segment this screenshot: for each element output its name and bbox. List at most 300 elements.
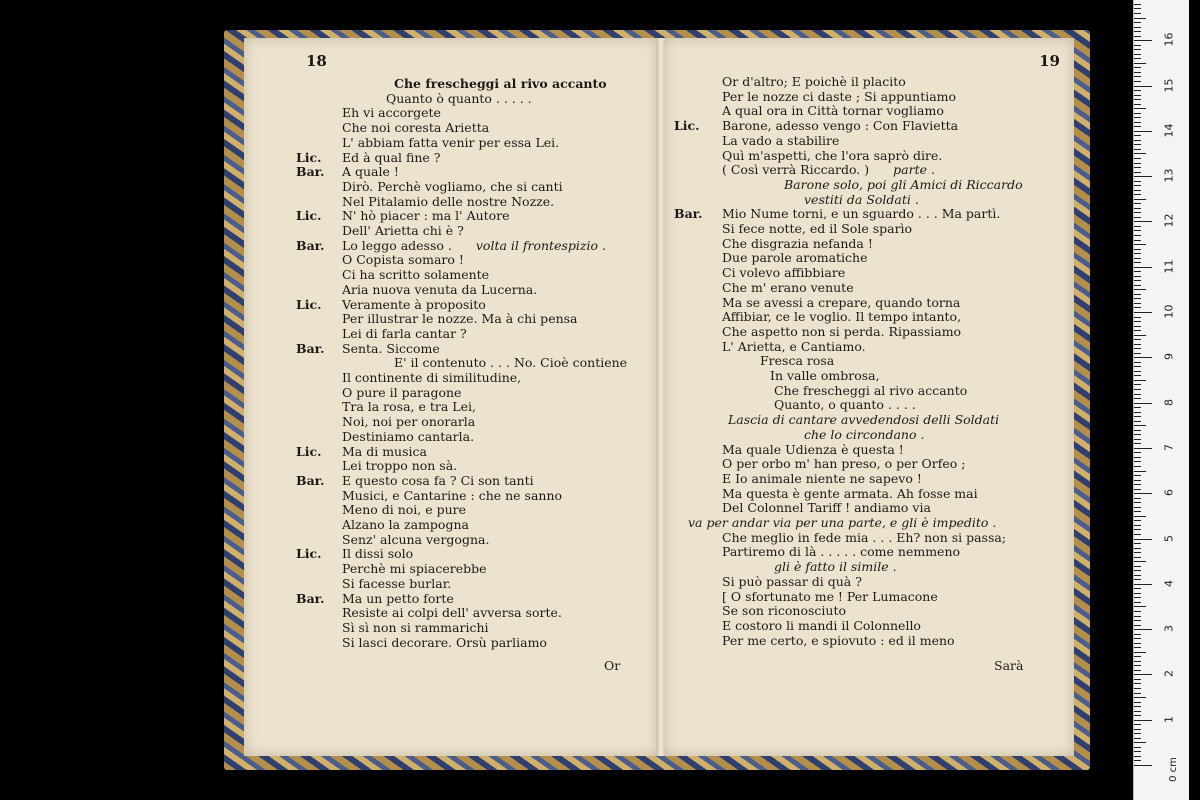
ruler-tick [1134, 656, 1141, 657]
ruler-number: 1 [1162, 715, 1176, 723]
text-line [342, 591, 454, 606]
verse-text: Destiniamo cantarla. [342, 428, 475, 444]
ruler-tick [1134, 362, 1141, 363]
verse-text: Del Colonnel Tariff ! andiamo via [722, 500, 931, 516]
text-line [342, 267, 489, 282]
verse-text: Fresca rosa [760, 353, 835, 369]
verse-text: Che m' erano venute [722, 279, 854, 295]
verse-text: Affibiar, ce le voglio. Il tempo intanto, [722, 309, 962, 325]
speaker-label: Lic. [296, 208, 322, 224]
speaker-label: Bar. [674, 206, 703, 222]
ruler-tick [1134, 520, 1141, 521]
ruler-tick [1134, 371, 1141, 372]
ruler-tick [1134, 317, 1141, 318]
ruler-tick [1134, 724, 1141, 725]
ruler-tick [1134, 480, 1141, 481]
ruler-tick [1134, 434, 1141, 435]
verse-text: O Copista somaro ! [342, 252, 464, 268]
verse-text: Resiste ai colpi dell' avversa sorte. [342, 605, 562, 621]
ruler-tick [1134, 448, 1152, 449]
text-line [722, 162, 935, 177]
text-line [342, 311, 578, 326]
ruler-tick [1134, 67, 1141, 68]
ruler-tick [1134, 733, 1141, 734]
ruler-tick [1134, 384, 1141, 385]
ruler-tick [1134, 561, 1146, 562]
verse-text: Dirò. Perchè vogliamo, che si canti [342, 178, 563, 194]
ruler-tick [1134, 452, 1141, 453]
text-line [342, 502, 466, 517]
ruler-tick [1134, 8, 1141, 9]
ruler-tick [1134, 276, 1141, 277]
ruler-tick [1134, 471, 1146, 472]
verse-text: Per illustrar le nozze. Ma à chi pensa [342, 311, 578, 327]
ruler-tick [1134, 208, 1141, 209]
ruler-tick [1134, 212, 1141, 213]
ruler-tick [1134, 443, 1141, 444]
ruler-tick [1134, 661, 1141, 662]
ruler-number: 6 [1162, 489, 1176, 497]
ruler-tick [1134, 18, 1146, 19]
text-line [770, 368, 880, 383]
ruler-tick [1134, 711, 1141, 712]
page-number-left: 18 [306, 52, 327, 70]
verse-text: Si può passar di quà ? [722, 573, 862, 589]
ruler-tick [1134, 679, 1141, 680]
ruler-tick [1134, 484, 1141, 485]
catchword-left: Or [604, 658, 621, 673]
ruler-tick [1134, 307, 1141, 308]
verse-text: Il continente di similitudine, [342, 370, 522, 385]
text-line [342, 546, 413, 561]
ruler-number: 14 [1162, 123, 1176, 138]
ruler-tick [1134, 697, 1146, 698]
ruler-tick [1134, 511, 1141, 512]
ruler-tick [1134, 394, 1141, 395]
ruler-tick [1134, 194, 1141, 195]
text-line [728, 412, 999, 427]
verse-text: Dell' Arietta chi è ? [342, 223, 464, 238]
text-line [342, 429, 474, 444]
left-page [244, 38, 658, 756]
ruler-tick [1134, 54, 1141, 55]
verse-text: Perchè mi spiacerebbe [342, 561, 487, 577]
verse-text: E questo cosa fa ? Ci son tanti [342, 472, 534, 488]
ruler-tick [1134, 380, 1146, 381]
ruler-tick [1134, 611, 1141, 612]
verse-text: E costoro li mandi il Colonnello [722, 617, 921, 633]
verse-text: Che frescheggi al rivo accanto [394, 76, 607, 91]
ruler-tick [1134, 629, 1152, 630]
ruler-tick [1134, 149, 1141, 150]
verse-text: O pure il paragone [342, 384, 462, 400]
verse-text: Lo leggo adesso . [342, 237, 452, 253]
text-line [342, 635, 547, 650]
verse-text: O per orbo m' han preso, o per Orfeo ; [722, 456, 966, 472]
ruler-tick [1134, 665, 1141, 666]
ruler-tick [1134, 625, 1141, 626]
verse-text: E' il contenuto . . . No. Cioè contiene [394, 355, 628, 371]
ruler-tick [1134, 185, 1141, 186]
text-line [342, 341, 440, 356]
ruler-number: 13 [1162, 168, 1176, 183]
text-line [342, 238, 606, 253]
ruler-tick [1134, 95, 1141, 96]
ruler-tick [1134, 688, 1141, 689]
verse-text: Or d'altro; E poichè il placito [722, 74, 906, 89]
verse-text: Tra la rosa, e tra Lei, [342, 399, 476, 415]
ruler-tick [1134, 280, 1141, 281]
verse-text: Aria nuova venuta da Lucerna. [342, 281, 538, 297]
ruler-tick [1134, 63, 1146, 64]
ruler-tick [1134, 693, 1141, 694]
ruler-tick [1134, 235, 1141, 236]
verse-text: Due parole aromatiche [722, 250, 868, 266]
text-line [722, 103, 944, 118]
ruler-tick [1134, 217, 1141, 218]
ruler-tick [1134, 258, 1141, 259]
ruler-tick [1134, 113, 1141, 114]
ruler-tick [1134, 720, 1152, 721]
book-cover [224, 30, 1090, 770]
ruler-tick [1134, 244, 1146, 245]
ruler-tick [1134, 267, 1152, 268]
text-line [342, 561, 487, 576]
speaker-label: Lic. [296, 296, 322, 312]
text-line [722, 574, 862, 589]
text-line [342, 297, 486, 312]
text-line [342, 444, 427, 459]
ruler-tick [1134, 303, 1141, 304]
text-line [784, 177, 1023, 192]
ruler-tick [1134, 81, 1141, 82]
verse-text: L' Arietta, e Cantiamo. [722, 338, 866, 354]
text-line [722, 89, 956, 104]
text-line [342, 150, 440, 165]
ruler-tick [1134, 403, 1152, 404]
ruler-tick [1134, 502, 1141, 503]
text-line [722, 530, 1006, 545]
ruler-tick [1134, 72, 1141, 73]
text-line [804, 427, 924, 442]
ruler-tick [1134, 76, 1141, 77]
text-line [342, 473, 534, 488]
verse-text: E Io animale niente ne sapevo ! [722, 470, 922, 486]
text-line [722, 280, 854, 295]
ruler-tick [1134, 27, 1141, 28]
speaker-label: Bar. [296, 164, 325, 180]
ruler-tick [1134, 153, 1146, 154]
verse-text: A qual ora in Città tornar vogliamo [722, 103, 944, 119]
text-line [386, 91, 532, 106]
ruler-tick [1134, 86, 1152, 87]
verse-text: Se son riconosciuto [722, 603, 846, 619]
ruler-number: 16 [1162, 32, 1176, 47]
verse-text: Quanto, o quanto . . . . [774, 397, 916, 413]
ruler-tick [1134, 126, 1141, 127]
verse-text: Quì m'aspetti, che l'ora saprò dire. [722, 147, 943, 163]
ruler-number: 12 [1162, 213, 1176, 228]
ruler-tick [1134, 176, 1152, 177]
ruler-tick [1134, 475, 1141, 476]
ruler-tick [1134, 190, 1141, 191]
ruler-tick [1134, 108, 1146, 109]
text-line [342, 208, 510, 223]
text-line [722, 486, 978, 501]
text-line [342, 458, 457, 473]
stage-direction: Barone solo, poi gli Amici di Riccardo [784, 176, 1023, 192]
ruler-tick [1134, 144, 1141, 145]
text-line [342, 414, 475, 429]
ruler-tick [1134, 439, 1141, 440]
ruler-tick [1134, 461, 1141, 462]
ruler-tick [1134, 674, 1152, 675]
text-line [342, 488, 562, 503]
verse-text: Lei troppo non sà. [342, 458, 458, 474]
verse-text: Per me certo, e spiovuto : ed il meno [722, 632, 955, 648]
ruler-number: 5 [1162, 534, 1176, 542]
ruler-tick [1134, 285, 1141, 286]
text-line [722, 589, 938, 604]
ruler-tick [1134, 421, 1141, 422]
ruler-number: 15 [1162, 78, 1176, 92]
speaker-label: Lic. [674, 118, 700, 134]
stage-direction: parte . [893, 162, 935, 178]
text-line [722, 544, 960, 559]
verse-text: Quanto ò quanto . . . . . [386, 90, 532, 106]
ruler-tick [1134, 643, 1141, 644]
speaker-label: Bar. [296, 340, 325, 356]
verse-text: Ma questa è gente armata. Ah fosse mai [722, 485, 978, 501]
text-line [722, 603, 846, 618]
text-line [394, 355, 627, 370]
ruler-tick [1134, 412, 1141, 413]
ruler-number: 7 [1162, 443, 1176, 451]
verse-text: Che noi coresta Arietta [342, 120, 490, 136]
verse-text: Alzano la zampogna [342, 517, 469, 532]
ruler-unit-label: 0 cm [1167, 757, 1179, 782]
ruler-tick [1134, 122, 1141, 123]
verse-text: Il dissi solo [342, 546, 414, 562]
ruler-tick [1134, 652, 1146, 653]
verse-text: Veramente à proposito [342, 296, 486, 312]
ruler-tick [1134, 529, 1141, 530]
verse-text: Che frescheggi al rivo accanto [774, 382, 968, 398]
text-line [342, 135, 559, 150]
ruler-tick [1134, 31, 1141, 32]
ruler-tick [1134, 760, 1141, 761]
text-line [342, 194, 554, 209]
ruler-tick [1134, 425, 1146, 426]
ruler-tick [1134, 389, 1141, 390]
measuring-ruler [1133, 0, 1189, 800]
ruler-tick [1134, 163, 1141, 164]
verse-text: Per le nozze ci daste ; Si appuntiamo [722, 88, 957, 104]
text-line [342, 282, 537, 297]
ruler-tick [1134, 552, 1141, 553]
verse-text: Meno di noi, e pure [342, 502, 467, 518]
ruler-tick [1134, 683, 1141, 684]
text-line [722, 633, 955, 648]
ruler-tick [1134, 348, 1141, 349]
speaker-label: Lic. [296, 149, 322, 165]
ruler-number: 11 [1162, 259, 1176, 274]
ruler-tick [1134, 765, 1152, 766]
text-line [722, 221, 912, 236]
ruler-tick [1134, 606, 1146, 607]
verse-text: Noi, noi per onorarla [342, 414, 476, 430]
text-line [722, 118, 958, 133]
ruler-tick [1134, 566, 1141, 567]
ruler-tick [1134, 584, 1152, 585]
ruler-tick [1134, 543, 1141, 544]
verse-text: Barone, adesso vengo : Con Flavietta [722, 118, 959, 134]
verse-text: Eh vi accorgete [342, 105, 441, 121]
verse-text: Che disgrazia nefanda ! [722, 235, 873, 251]
ruler-number: 9 [1162, 353, 1176, 361]
ruler-number: 2 [1162, 670, 1176, 678]
verse-text: In valle ombrosa, [770, 368, 880, 383]
text-line [774, 383, 967, 398]
ruler-tick [1134, 702, 1141, 703]
ruler-tick [1134, 40, 1152, 41]
text-line [722, 295, 960, 310]
stage-direction: Lascia di cantare avvedendosi delli Soldati [728, 412, 1000, 428]
ruler-tick [1134, 638, 1141, 639]
ruler-tick [1134, 493, 1152, 494]
ruler-number: 8 [1162, 398, 1176, 406]
ruler-tick [1134, 262, 1141, 263]
text-line [342, 105, 441, 120]
stage-direction: gli è fatto il simile . [774, 559, 897, 575]
verse-text: Che meglio in fede mia . . . Eh? non si passa; [722, 529, 1007, 545]
stage-direction: vestiti da Soldati . [804, 191, 919, 207]
verse-text: Sì sì non si rammarichi [342, 619, 489, 635]
text-line [804, 192, 919, 207]
text-line [722, 265, 845, 280]
text-line [722, 74, 906, 89]
ruler-tick [1134, 593, 1141, 594]
text-line [342, 385, 461, 400]
ruler-tick [1134, 738, 1141, 739]
ruler-tick [1134, 398, 1141, 399]
ruler-tick [1134, 131, 1152, 132]
ruler-tick [1134, 575, 1141, 576]
verse-text: L' abbiam fatta venir per essa Lei. [342, 134, 560, 150]
text-line [722, 133, 839, 148]
text-line [722, 618, 921, 633]
ruler-tick [1134, 507, 1141, 508]
ruler-tick [1134, 104, 1141, 105]
ruler-tick [1134, 289, 1146, 290]
ruler-tick [1134, 579, 1141, 580]
verse-text: Nel Pitalamio delle nostre Nozze. [342, 193, 555, 209]
ruler-tick [1134, 498, 1141, 499]
text-line [342, 223, 464, 238]
text-line [774, 397, 916, 412]
verse-text: Ma un petto forte [342, 590, 454, 606]
ruler-tick [1134, 49, 1141, 50]
verse-text: N' hò piacer : ma l' Autore [342, 208, 510, 224]
ruler-tick [1134, 742, 1146, 743]
text-line [342, 120, 489, 135]
catchword-right: Sarà [994, 658, 1024, 673]
ruler-number: 4 [1162, 579, 1176, 587]
ruler-tick [1134, 13, 1141, 14]
ruler-tick [1134, 525, 1141, 526]
ruler-tick [1134, 45, 1141, 46]
text-line [722, 206, 1000, 221]
ruler-tick [1134, 375, 1141, 376]
ruler-tick [1134, 516, 1146, 517]
verse-text: Senta. Siccome [342, 340, 440, 356]
verse-text: Partiremo di là . . . . . come nemmeno [722, 544, 961, 560]
ruler-tick [1134, 670, 1141, 671]
text-line [342, 252, 464, 267]
text-line [688, 515, 996, 530]
ruler-tick [1134, 117, 1141, 118]
ruler-tick [1134, 330, 1141, 331]
ruler-tick [1134, 226, 1141, 227]
text-line [342, 164, 399, 179]
ruler-tick [1134, 90, 1141, 91]
ruler-tick [1134, 249, 1141, 250]
ruler-tick [1134, 729, 1141, 730]
ruler-tick [1134, 335, 1146, 336]
ruler-tick [1134, 407, 1141, 408]
text-line [774, 559, 897, 574]
text-line [722, 471, 922, 486]
ruler-tick [1134, 172, 1141, 173]
verse-text: Si lasci decorare. Orsù parliamo [342, 634, 547, 650]
ruler-tick [1134, 158, 1141, 159]
ruler-tick [1134, 99, 1141, 100]
ruler-tick [1134, 339, 1141, 340]
ruler-tick [1134, 715, 1141, 716]
ruler-tick [1134, 430, 1141, 431]
ruler-tick [1134, 321, 1141, 322]
ruler-tick [1134, 353, 1141, 354]
text-line [342, 532, 489, 547]
ruler-tick [1134, 181, 1141, 182]
ruler-tick [1134, 756, 1141, 757]
stage-direction: va per andar via per una parte, e gli è impedito . [688, 515, 997, 530]
verse-text: ( Così verrà Riccardo. ) [722, 162, 870, 178]
verse-text: Ci ha scritto solamente [342, 267, 490, 283]
ruler-tick [1134, 58, 1141, 59]
ruler-tick [1134, 647, 1141, 648]
text-line [760, 353, 834, 368]
verse-text: Ma se avessi a crepare, quando torna [722, 294, 961, 310]
ruler-number: 10 [1162, 304, 1176, 319]
verse-text: Si facesse burlar. [342, 575, 452, 591]
text-line [342, 179, 563, 194]
ruler-tick [1134, 634, 1141, 635]
ruler-tick [1134, 253, 1141, 254]
ruler-tick [1134, 240, 1141, 241]
ruler-tick [1134, 221, 1152, 222]
ruler-tick [1134, 294, 1141, 295]
ruler-number: 3 [1162, 625, 1176, 633]
ruler-tick [1134, 135, 1141, 136]
text-line [722, 456, 965, 471]
ruler-tick [1134, 534, 1141, 535]
text-line [394, 76, 607, 91]
ruler-tick [1134, 203, 1141, 204]
ruler-tick [1134, 22, 1141, 23]
verse-text: Mio Nume torni, e un sguardo . . . Ma partì. [722, 206, 1001, 222]
text-line [722, 250, 868, 265]
